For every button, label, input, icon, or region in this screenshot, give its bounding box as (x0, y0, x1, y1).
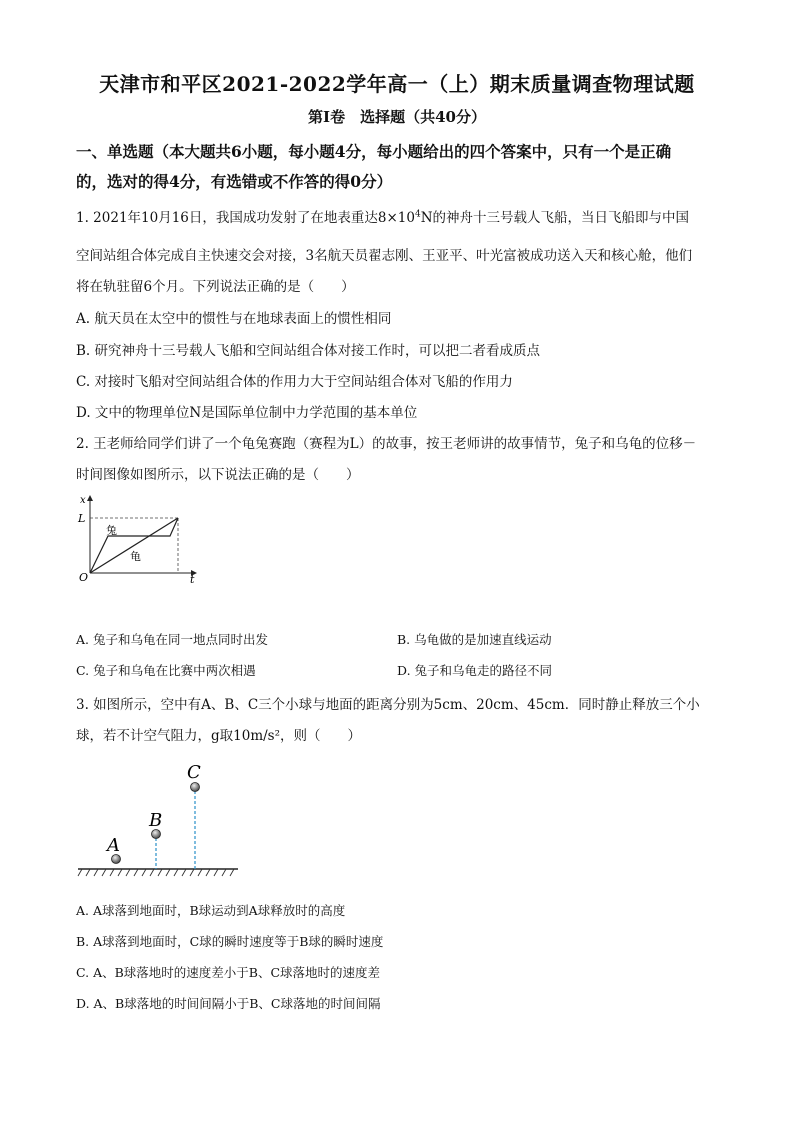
q3-option-b[interactable]: B. A球落到地面时，C球的瞬时速度等于B球的瞬时速度 (76, 934, 384, 949)
q2-option-a[interactable]: A. 兔子和乌龟在同一地点同时出发 (76, 632, 268, 647)
q1-stem-math: 8×10 (377, 210, 415, 226)
q2-option-b[interactable]: B. 乌龟做的是加速直线运动 (397, 632, 552, 647)
q1-stem-pre: 1. 2021年10月16日，我国成功发射了在地表重达 (76, 210, 378, 226)
q2-origin-label: O (79, 571, 89, 584)
q3-option-d[interactable]: D. A、B球落地的时间间隔小于B、C球落地的时间间隔 (76, 996, 381, 1011)
q3-balls-figure (74, 756, 240, 884)
q1-stem-post: N的神舟十三号载人飞船，当日飞船即与中国 (420, 210, 690, 226)
q1-stem-line1 (76, 206, 689, 226)
q3-option-c[interactable]: C. A、B球落地时的速度差小于B、C球落地时的速度差 (76, 965, 381, 980)
q3-stem-line1: 3. 如图所示，空中有A、B、C三个小球与地面的距离分别为5cm、20cm、45cm．同时静止释放三个小 (76, 697, 700, 713)
q2-L-tick: L (78, 512, 86, 525)
q3-stem-line2: 球，若不计空气阻力，g取10m/s²，则（ ） (76, 728, 362, 744)
q1-option-d[interactable]: D. 文中的物理单位N是国际单位制中力学范围的基本单位 (76, 405, 418, 421)
q1-stem-exp: 4 (414, 209, 421, 220)
q2-stem-line2: 时间图像如图所示，以下说法正确的是（ ） (76, 467, 360, 483)
q3-ball-c (191, 783, 200, 792)
q3-ground-hatching (78, 869, 234, 876)
q2-rabbit-label: 兔 (106, 524, 117, 537)
section-heading-line1: 一、单选题（本大题共6小题，每小题4分，每小题给出的四个答案中，只有一个是正确 (76, 142, 672, 161)
q2-stem-line1: 2. 王老师给同学们讲了一个龟兔赛跑（赛程为L）的故事，按王老师讲的故事情节，兔子和乌龟的位移－ (76, 436, 697, 452)
q1-option-b[interactable]: B. 研究神舟十三号载人飞船和空间站组合体对接工作时，可以把二者看成质点 (76, 343, 541, 359)
q2-option-d[interactable]: D. 兔子和乌龟走的路径不同 (397, 663, 553, 678)
section-heading-line2: 的，选对的得4分，有选错或不作答的得0分） (76, 172, 393, 191)
page-subtitle: 第Ⅰ卷 选择题（共40分） (308, 108, 486, 126)
q3-label-b: B (149, 810, 163, 831)
q3-option-a[interactable]: A. A球落到地面时，B球运动到A球释放时的高度 (76, 903, 346, 918)
q2-turtle-label: 龟 (130, 550, 141, 563)
q2-xt-graph (70, 490, 210, 590)
q2-y-axis-label: x (80, 495, 86, 506)
page-title: 天津市和平区2021-2022学年高一（上）期末质量调查物理试题 (99, 72, 695, 96)
q1-option-a[interactable]: A. 航天员在太空中的惯性与在地球表面上的惯性相同 (76, 311, 392, 327)
q2-x-axis-label: t (190, 573, 195, 586)
q1-option-c[interactable]: C. 对接时飞船对空间站组合体的作用力大于空间站组合体对飞船的作用力 (76, 374, 513, 390)
q3-label-c: C (187, 762, 201, 783)
q3-label-a: A (107, 835, 120, 856)
q2-option-c[interactable]: C. 兔子和乌龟在比赛中两次相遇 (76, 663, 256, 678)
q1-stem-line3: 将在轨驻留6个月。下列说法正确的是（ ） (76, 279, 355, 295)
q1-stem-line2: 空间站组合体完成自主快速交会对接，3名航天员翟志刚、王亚平、叶光富被成功送入天和核心舱，他们 (76, 248, 693, 264)
